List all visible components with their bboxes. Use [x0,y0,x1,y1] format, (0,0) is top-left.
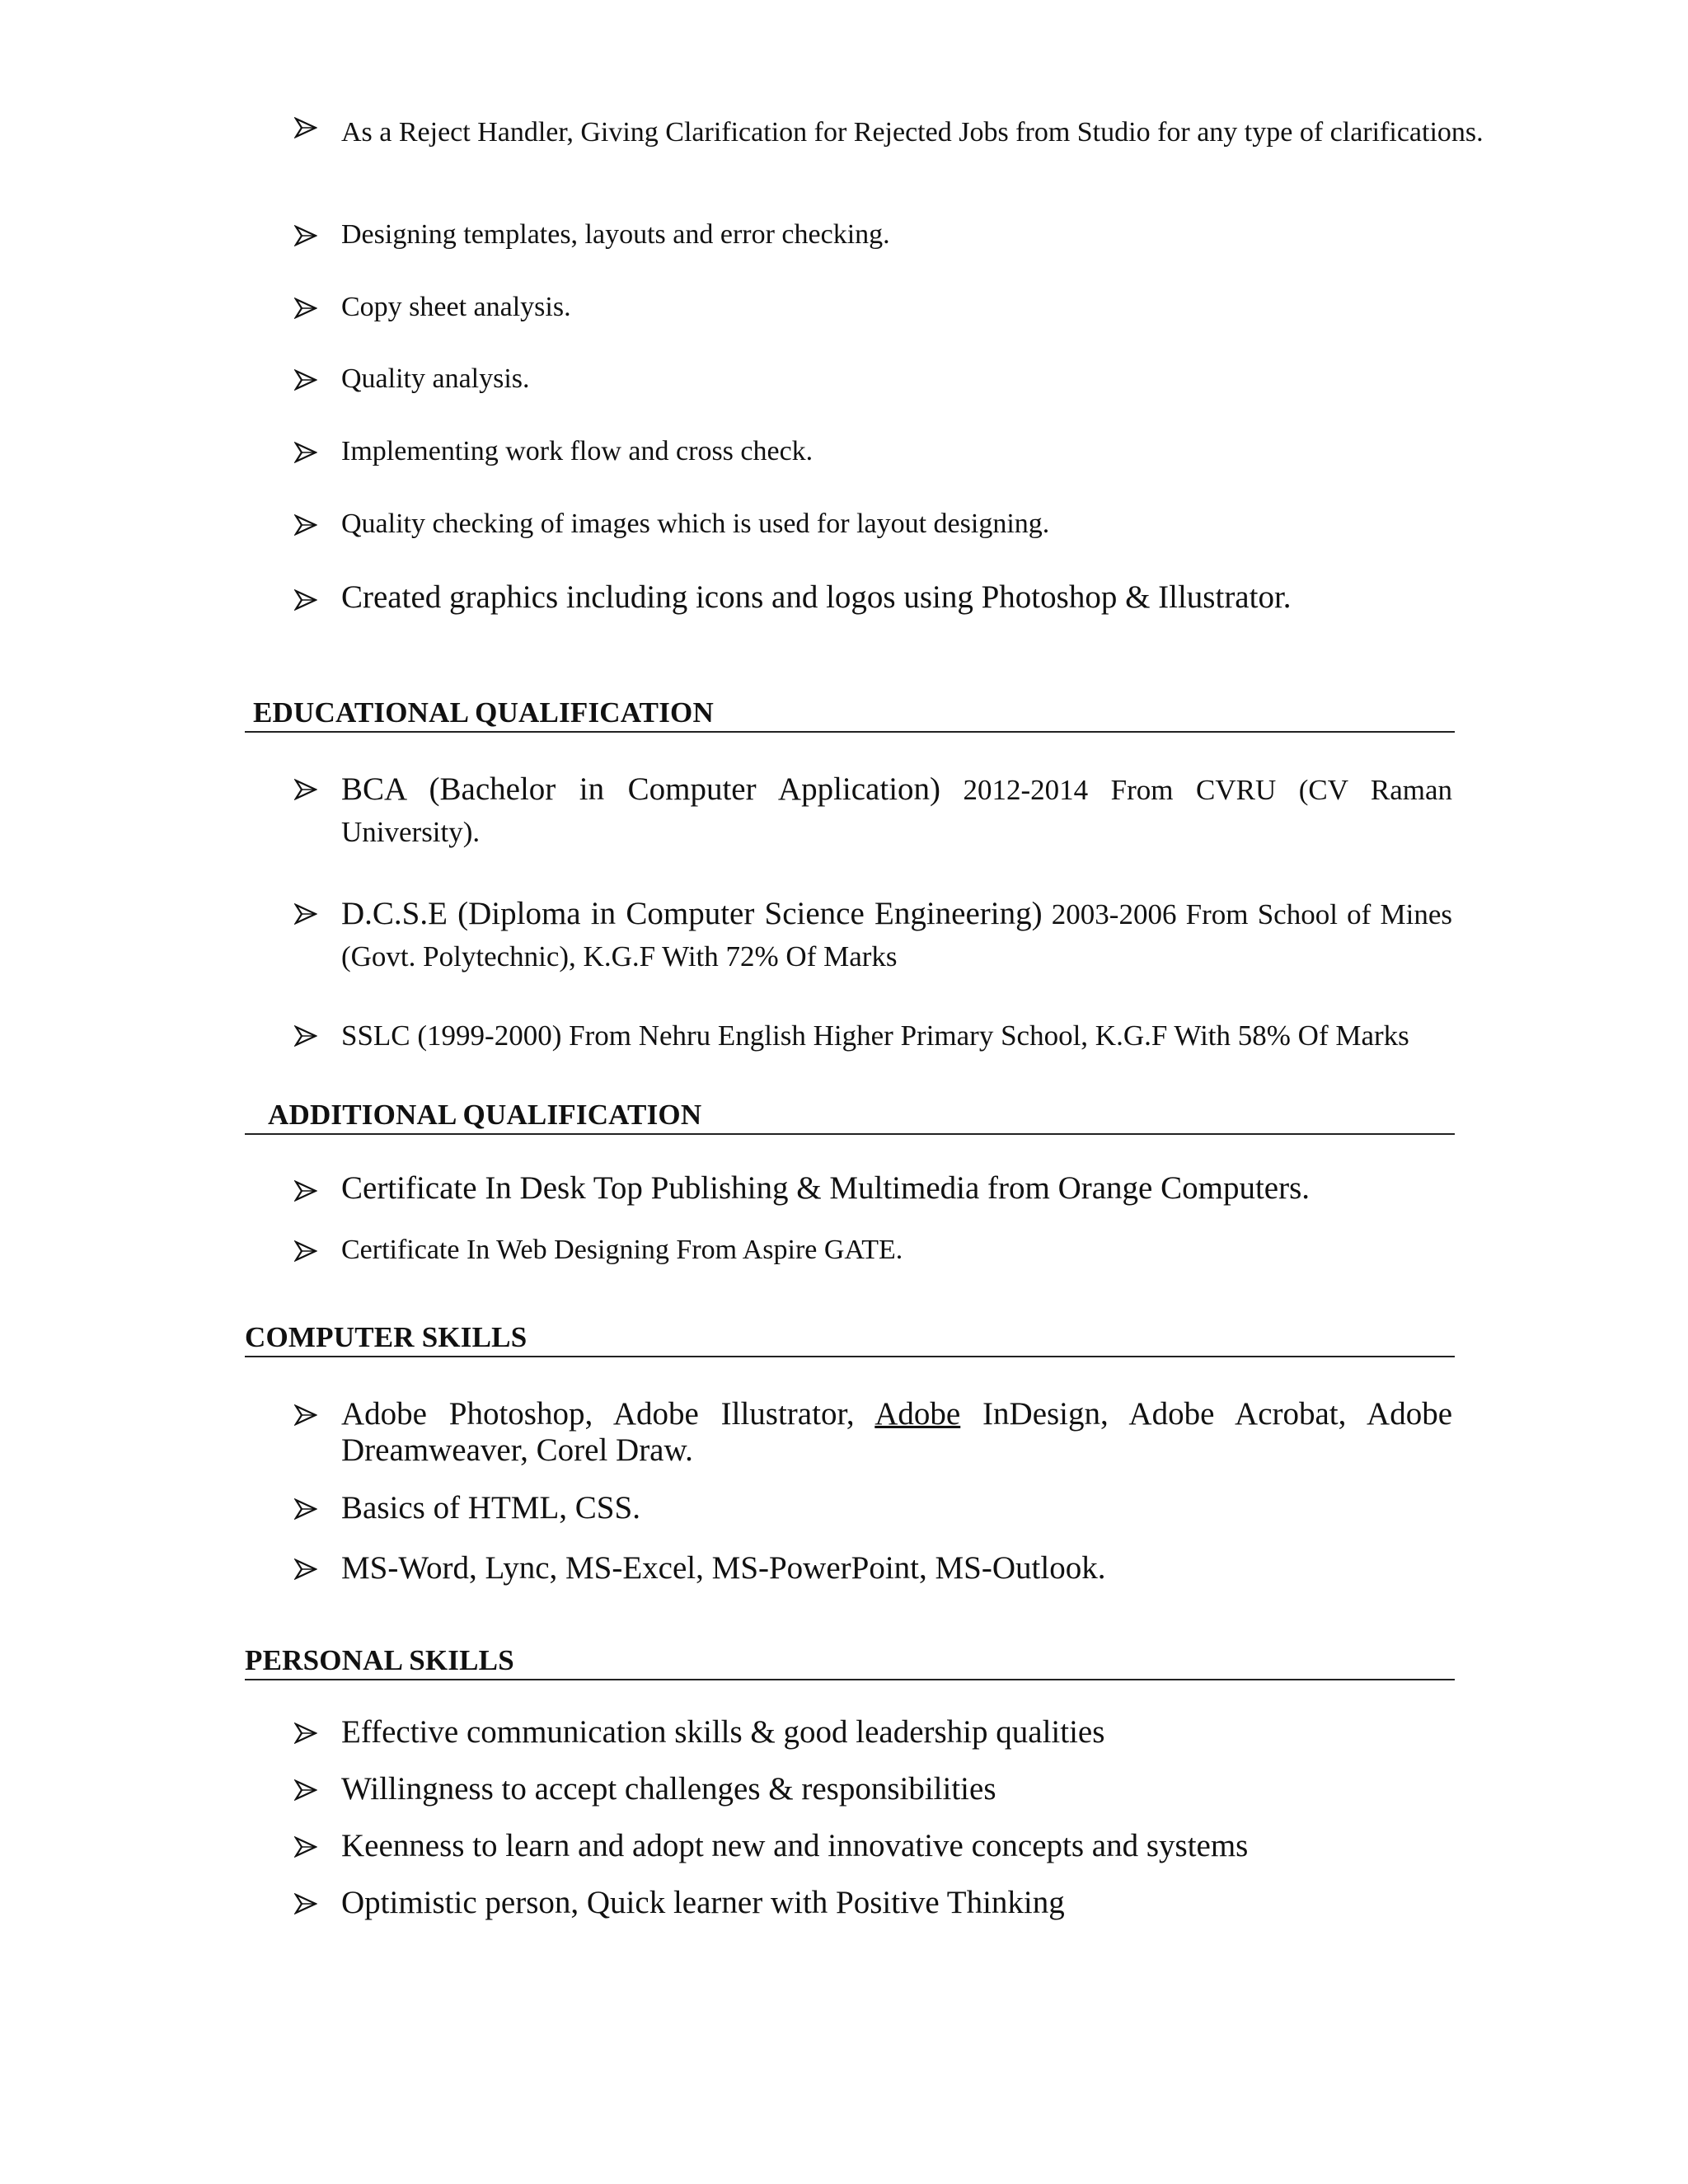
list-item-text: Willingness to accept challenges & responsibilities [341,1771,996,1807]
arrowhead-bullet-icon [294,442,319,466]
arrowhead-bullet-icon [294,1025,319,1050]
list-item [294,1885,1452,1926]
list-item-text: Designing templates, layouts and error checking. [341,219,890,250]
list-item [294,1232,1452,1273]
degree-details: 2012-2014 From CVRU (CV Raman University). [341,774,1452,848]
arrowhead-bullet-icon [294,117,319,142]
list-item [294,1771,1452,1812]
arrowhead-bullet-icon [294,1240,319,1265]
section-heading-personal-skills: PERSONAL SKILLS [245,1643,1455,1680]
list-item [294,1017,1452,1058]
arrowhead-bullet-icon [294,1404,319,1429]
list-item-text [341,1396,1452,1469]
list-item-text [341,769,1452,853]
list-item-text: Quality checking of images which is used for layout designing. [341,509,1050,539]
list-item [294,434,1452,475]
list-item-text [341,893,1452,977]
arrowhead-bullet-icon [294,903,319,928]
arrowhead-bullet-icon [294,514,319,539]
list-item-text: Copy sheet analysis. [341,292,571,322]
list-item [294,1828,1452,1869]
list-item-text: Keenness to learn and adopt new and innovative concepts and systems [341,1828,1249,1863]
arrowhead-bullet-icon [294,1180,319,1205]
degree-title: BCA (Bachelor in Computer Application) [341,771,941,807]
list-item-text: Certificate In Web Designing From Aspire GATE. [341,1235,903,1265]
list-item [294,107,1484,206]
list-item [294,361,1452,402]
arrowhead-bullet-icon [294,1498,319,1523]
list-item [294,217,1452,258]
list-item-text: As a Reject Handler, Giving Clarification for Rejected Jobs from Studio for any type of clarifications. [341,117,1484,148]
arrowhead-bullet-icon [294,1722,319,1747]
list-item-text: Basics of HTML, CSS. [341,1490,640,1526]
arrowhead-bullet-icon [294,1558,319,1583]
skill-text: InDesign, Adobe Acrobat, Adobe Dreamweaver, Corel Draw. [341,1396,1453,1468]
list-item [294,289,1452,330]
list-item [294,579,1452,622]
list-item [294,1490,1452,1531]
list-item-text: MS-Word, Lync, MS-Excel, MS-PowerPoint, MS-Outlook. [341,1550,1106,1586]
list-item [294,1550,1452,1591]
skill-text-underlined: Adobe [874,1396,961,1432]
list-item-text: Certificate In Desk Top Publishing & Multimedia from Orange Computers. [341,1170,1311,1206]
list-item-text: SSLC (1999-2000) From Nehru English Higher Primary School, K.G.F With 58% Of Marks [341,1019,1409,1052]
arrowhead-bullet-icon [294,589,319,614]
list-item-text: Created graphics including icons and logos using Photoshop & Illustrator. [341,579,1292,615]
arrowhead-bullet-icon [294,779,319,804]
section-heading-education: EDUCATIONAL QUALIFICATION [245,695,1455,733]
list-item-text: Effective communication skills & good leadership qualities [341,1714,1105,1750]
list-item [294,506,1452,547]
list-item-text: Implementing work flow and cross check. [341,436,814,466]
list-item [294,1714,1452,1755]
section-heading-computer-skills: COMPUTER SKILLS [245,1319,1455,1357]
list-item [294,893,1452,976]
list-item-text: Optimistic person, Quick learner with Positive Thinking [341,1885,1065,1920]
list-item [294,769,1452,851]
arrowhead-bullet-icon [294,1893,319,1918]
degree-title: D.C.S.E (Diploma in Computer Science Engineering) [341,896,1043,931]
list-item [294,1396,1452,1475]
list-item [294,1170,1452,1212]
skill-text: Adobe Photoshop, Adobe Illustrator, [341,1396,875,1432]
degree-details: 2003-2006 From School of Mines (Govt. Polytechnic), K.G.F With 72% Of Marks [341,898,1452,972]
arrowhead-bullet-icon [294,225,319,250]
arrowhead-bullet-icon [294,298,319,322]
list-item-text: Quality analysis. [341,363,530,394]
arrowhead-bullet-icon [294,1779,319,1804]
section-heading-additional: ADDITIONAL QUALIFICATION [245,1097,1455,1135]
arrowhead-bullet-icon [294,1836,319,1861]
arrowhead-bullet-icon [294,369,319,394]
